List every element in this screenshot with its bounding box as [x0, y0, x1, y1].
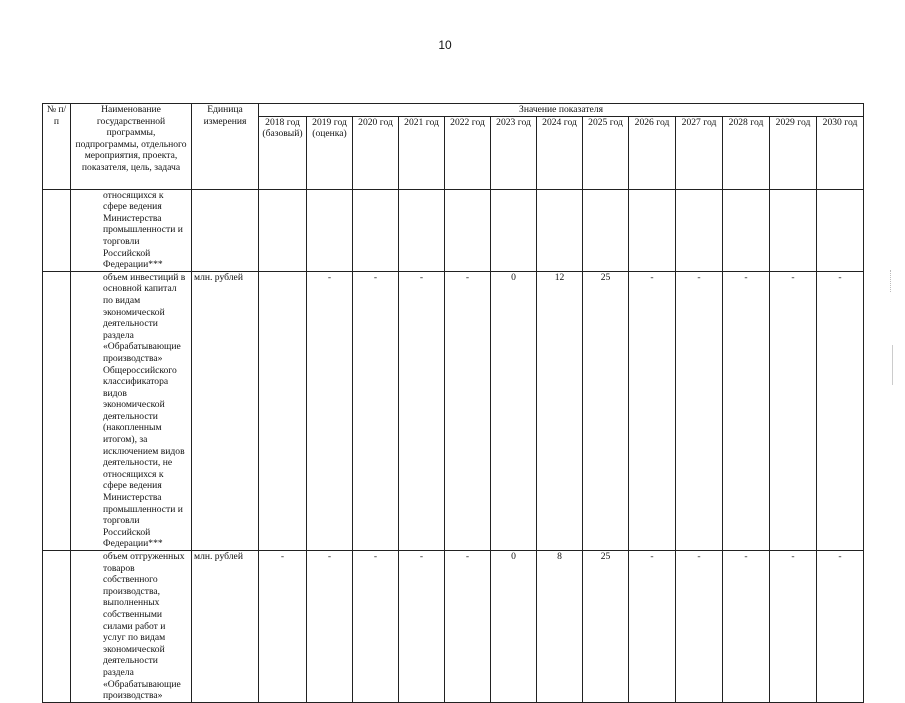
- header-year: 2021 год: [399, 116, 445, 189]
- header-num: № п/п: [43, 104, 71, 190]
- row-name: относящихся к сфере ведения Министерства промышленности и торговли Российской Федерации***: [71, 189, 192, 271]
- row-value: 0: [491, 271, 537, 550]
- row-value: -: [307, 271, 353, 550]
- row-value: [770, 189, 817, 271]
- header-year: 2019 год (оценка): [307, 116, 353, 189]
- row-value: -: [445, 551, 491, 703]
- row-value: [259, 271, 307, 550]
- row-unit: [192, 189, 259, 271]
- table-row: [43, 271, 864, 550]
- row-value: -: [770, 271, 817, 550]
- row-value: [259, 189, 307, 271]
- header-year: 2026 год: [629, 116, 676, 189]
- row-num: [43, 271, 71, 550]
- row-value: [537, 189, 583, 271]
- row-unit: млн. рублей: [192, 551, 259, 703]
- header-year: 2018 год (базовый): [259, 116, 307, 189]
- header-year: 2029 год: [770, 116, 817, 189]
- header-year: 2030 год: [817, 116, 864, 189]
- row-value: -: [399, 271, 445, 550]
- header-year: 2024 год: [537, 116, 583, 189]
- row-value: -: [676, 551, 723, 703]
- row-value: [723, 189, 770, 271]
- row-value: 25: [583, 551, 629, 703]
- row-value: [491, 189, 537, 271]
- row-value: 0: [491, 551, 537, 703]
- row-name: объем отгруженных товаров собственного производства, выполненных собственными силами работ и услуг по видам экономической деятельности раздела «Обрабатывающие производства»: [71, 551, 192, 703]
- row-value: -: [629, 551, 676, 703]
- indicators-table: [42, 103, 864, 703]
- row-name: объем инвестиций в основной капитал по видам экономической деятельности раздела «Обрабатывающие производства» Общероссийского классификатора видов экономической деятельности (накопленным итогом), за исключением видов деятельности, не относящихся к сфере ведения Министерства промышленности и торговли Российской Федерации***: [71, 271, 192, 550]
- row-value: -: [629, 271, 676, 550]
- header-year: 2028 год: [723, 116, 770, 189]
- row-value: 12: [537, 271, 583, 550]
- header-year: 2027 год: [676, 116, 723, 189]
- row-value: -: [445, 271, 491, 550]
- row-value: -: [723, 271, 770, 550]
- row-value: -: [307, 551, 353, 703]
- row-value: [445, 189, 491, 271]
- header-year: 2020 год: [353, 116, 399, 189]
- header-row-top: [43, 104, 864, 117]
- header-year: 2025 год: [583, 116, 629, 189]
- row-value: 25: [583, 271, 629, 550]
- header-year: 2022 год: [445, 116, 491, 189]
- row-value: -: [259, 551, 307, 703]
- header-unit: Единица измерения: [192, 104, 259, 190]
- row-value: [676, 189, 723, 271]
- header-values: Значение показателя: [259, 104, 864, 117]
- row-value: -: [353, 271, 399, 550]
- row-unit: млн. рублей: [192, 271, 259, 550]
- row-value: [353, 189, 399, 271]
- row-value: [817, 189, 864, 271]
- header-name: Наименование государственной программы, подпрограммы, отдельного мероприятия, проекта, показателя, цель, задача: [71, 104, 192, 190]
- row-value: [307, 189, 353, 271]
- row-value: -: [676, 271, 723, 550]
- page-number: 10: [438, 38, 452, 52]
- scan-mark: [890, 270, 893, 292]
- row-num: [43, 551, 71, 703]
- scan-mark: [892, 345, 893, 385]
- row-value: -: [817, 551, 864, 703]
- row-value: -: [723, 551, 770, 703]
- row-num: [43, 189, 71, 271]
- row-value: -: [817, 271, 864, 550]
- row-value: 8: [537, 551, 583, 703]
- row-value: [399, 189, 445, 271]
- row-value: -: [353, 551, 399, 703]
- row-value: -: [399, 551, 445, 703]
- table-row: [43, 189, 864, 271]
- row-value: [629, 189, 676, 271]
- table-row: [43, 551, 864, 703]
- header-year: 2023 год: [491, 116, 537, 189]
- row-value: [583, 189, 629, 271]
- row-value: -: [770, 551, 817, 703]
